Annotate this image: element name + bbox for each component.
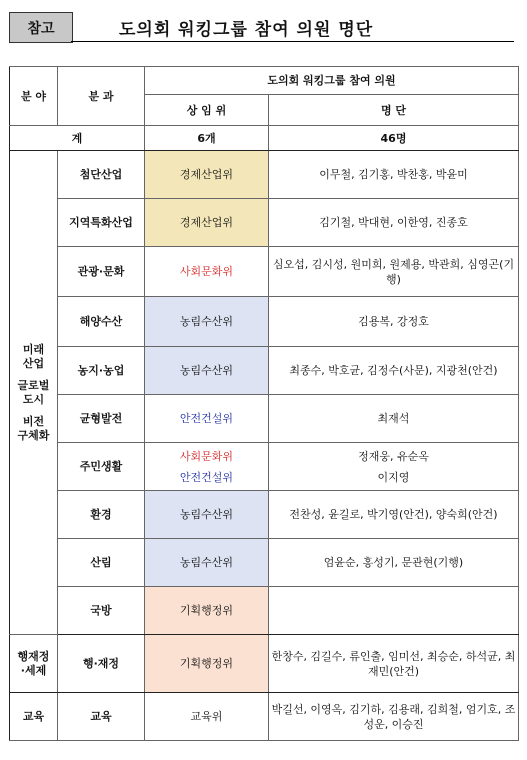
committee-social: 사회문화위 xyxy=(179,449,234,463)
table-row xyxy=(10,539,519,587)
members-cell: 엄윤순, 홍성기, 문관현(기행) xyxy=(269,539,519,587)
division-cell: 주민생활 xyxy=(58,443,145,491)
committee-cell: 기획행정위 xyxy=(145,587,269,635)
table-row xyxy=(10,199,519,247)
committee-cell: 경제산업위 xyxy=(145,151,269,199)
header-group: 도의회 워킹그룹 참여 의원 xyxy=(145,67,519,95)
table-row xyxy=(10,347,519,395)
division-cell: 해양수산 xyxy=(58,297,145,347)
members-cell xyxy=(269,587,519,635)
members-cell: 최종수, 박호균, 김정수(사문), 지광천(안건) xyxy=(269,347,519,395)
committee-cell: 교육위 xyxy=(145,693,269,741)
members-cell: 한창수, 김길수, 류인출, 임미선, 최승순, 하석균, 최재민(안건) xyxy=(269,635,519,693)
members-social: 정재웅, 유순옥 xyxy=(358,449,429,463)
table-row xyxy=(10,587,519,635)
member-table xyxy=(9,66,519,741)
members-cell: 김용복, 강정호 xyxy=(269,297,519,347)
title-underline xyxy=(71,41,514,42)
committee-cell: 농림수산위 xyxy=(145,347,269,395)
committee-cell: 농림수산위 xyxy=(145,491,269,539)
page-title: 도의회 워킹그룹 참여 의원 명단 xyxy=(119,20,374,40)
committee-cell: 경제산업위 xyxy=(145,199,269,247)
committee-cell: 농림수산위 xyxy=(145,297,269,347)
field-education: 교육 xyxy=(10,693,58,741)
table-row xyxy=(10,151,519,199)
table-row xyxy=(10,297,519,347)
table-row xyxy=(10,247,519,297)
header-field: 분 야 xyxy=(10,67,58,126)
division-cell: 첨단산업 xyxy=(58,151,145,199)
total-members: 46명 xyxy=(269,126,519,151)
division-cell: 교육 xyxy=(58,693,145,741)
members-cell: 최재석 xyxy=(269,395,519,443)
members-cell: 이무철, 김기홍, 박찬홍, 박윤미 xyxy=(269,151,519,199)
members-cell: 김기철, 박대현, 이한영, 진종호 xyxy=(269,199,519,247)
table-row xyxy=(10,693,519,741)
committee-cell: 안전건설위 xyxy=(145,395,269,443)
division-cell: 행·재정 xyxy=(58,635,145,693)
division-cell: 환경 xyxy=(58,491,145,539)
table-row xyxy=(10,491,519,539)
members-safety: 이지영 xyxy=(377,470,410,484)
header-committee: 상 임 위 xyxy=(145,95,269,126)
table-row xyxy=(10,395,519,443)
total-label: 계 xyxy=(10,126,145,151)
division-cell: 지역특화산업 xyxy=(58,199,145,247)
field-future-industry: 미래 산업 글로벌 도시 비전 구체화 xyxy=(10,151,58,635)
committee-cell: 기획행정위 xyxy=(145,635,269,693)
committee-safety: 안전건설위 xyxy=(179,470,234,484)
reference-tag: 참고 xyxy=(9,12,73,43)
header-division: 분 과 xyxy=(58,67,145,126)
committee-cell: 사회문화위 xyxy=(145,247,269,297)
total-committees: 6개 xyxy=(145,126,269,151)
members-cell: 심오섭, 김시성, 원미희, 원제용, 박관희, 심영곤(기행) xyxy=(269,247,519,297)
members-cell: 박길선, 이영옥, 김기하, 김용래, 김희철, 엄기호, 조성운, 이승진 xyxy=(269,693,519,741)
header-members: 명 단 xyxy=(269,95,519,126)
division-cell: 균형발전 xyxy=(58,395,145,443)
table-row xyxy=(10,443,519,491)
division-cell: 국방 xyxy=(58,587,145,635)
members-cell: 전찬성, 윤길로, 박기영(안건), 양숙희(안건) xyxy=(269,491,519,539)
members-cell xyxy=(269,443,519,491)
field-admin-finance: 행재정 ·세제 xyxy=(10,635,58,693)
committee-cell: 농림수산위 xyxy=(145,539,269,587)
division-cell: 관광·문화 xyxy=(58,247,145,297)
page-header xyxy=(9,12,514,44)
division-cell: 산림 xyxy=(58,539,145,587)
division-cell: 농지·농업 xyxy=(58,347,145,395)
table-row xyxy=(10,635,519,693)
committee-cell xyxy=(145,443,269,491)
